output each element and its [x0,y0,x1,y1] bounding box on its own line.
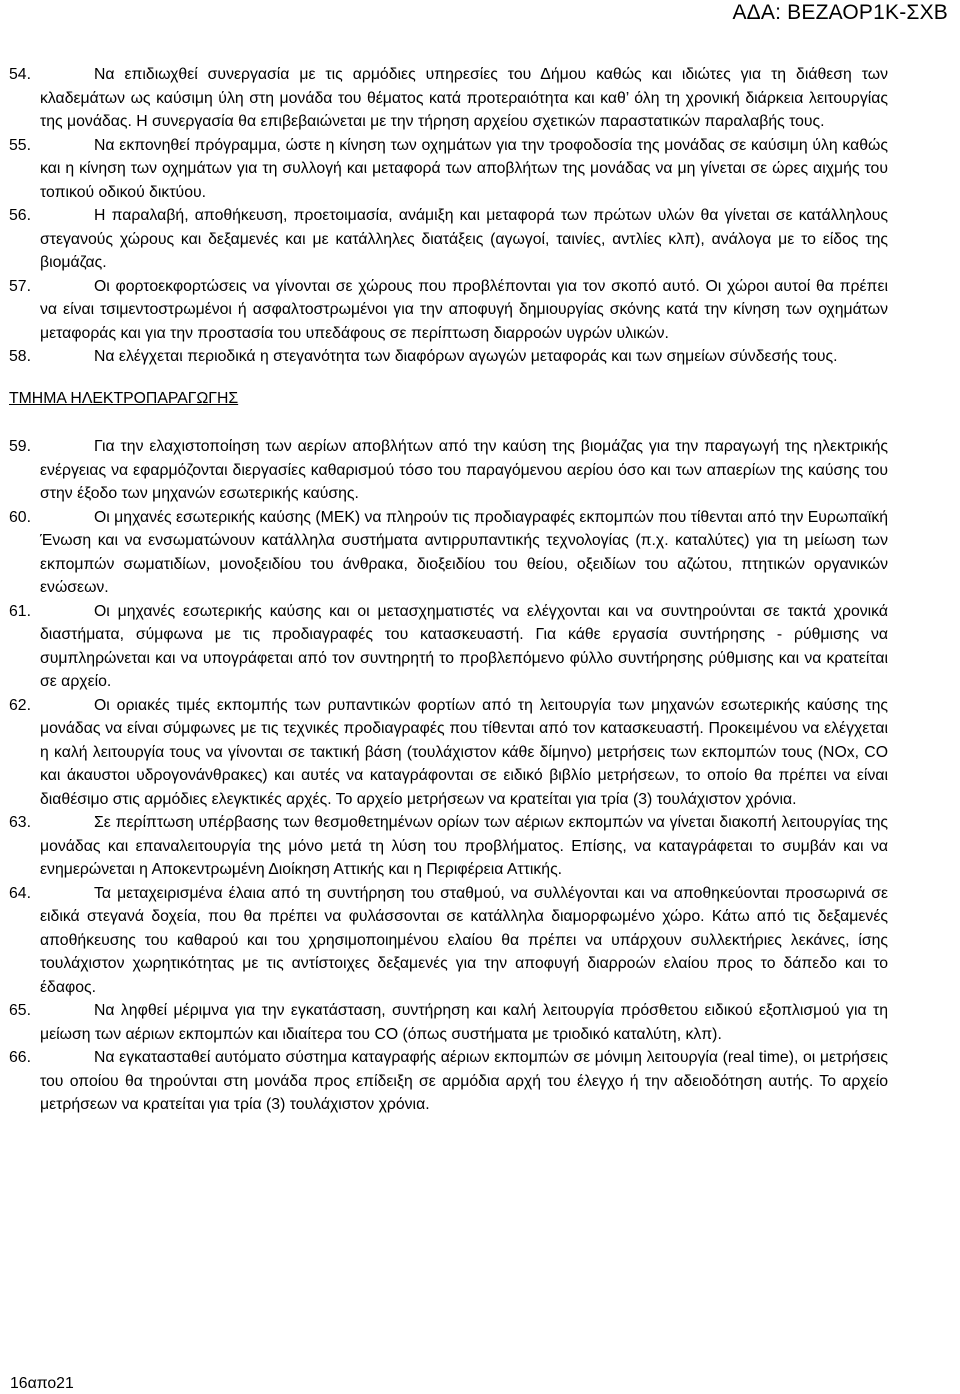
paragraph-number: 60. [9,508,31,526]
paragraph-text: Να επιδιωχθεί συνεργασία με τις αρμόδιες υπηρεσίες του Δήμου καθώς και ιδιώτες για τη διάθεση των κλαδεμάτων ως καύσιμη ύλη στη μονάδα του θέματος κατά προτεραιότητα και καθ’ όλη τη χρονική διάρκεια λειτουργίας της μονάδας. Η συνεργασία θα επιβεβαιώνεται με την τήρηση αρχείου σχετικών παραστατικών παραλαβής τους. [40,66,888,130]
numbered-paragraph [9,999,888,1046]
section-title: ΤΜΗΜΑ ΗΛΕΚΤΡΟΠΑΡΑΓΩΓΗΣ [9,389,239,407]
paragraph-text: Να ελέγχεται περιοδικά η στεγανότητα των διαφόρων αγωγών μεταφοράς και των σημείων σύνδεσής τους. [94,348,838,365]
paragraph-number: 61. [9,602,31,620]
paragraph-number: 63. [9,814,31,831]
paragraph-text: Οι οριακές τιμές εκπομπής των ρυπαντικών φορτίων από τη λειτουργία των μηχανών εσωτερικής καύσης της μονάδας να είναι σύμφωνες με τις τεχνικές προδιαγραφές που τίθενται από τον κατασκευαστή. Προκειμένου να ελέγχεται η καλή λειτουργία τους να γίνονται σε τακτική βάση (τουλάχιστον κάθε δίμηνο) μετρήσεις των εκπομπών τους (NOx, CO και άκαυστοι υδρογονάνθρακες) και αυτές να καταγράφονται σε ειδικό βιβλίο μετρήσεων, το οποίο θα πρέπει να είναι διαθέσιμο στις αρμόδιες ελεγκτικές αρχές. Το αρχείο μετρήσεων να κρατείται για τρία (3) τουλάχιστον χρόνια. [40,696,888,808]
paragraph-number: 58. [9,348,31,365]
section-spacer [40,410,888,435]
paragraph-text: Να εκπονηθεί πρόγραμμα, ώστε η κίνηση των οχημάτων για την τροφοδοσία της μονάδας σε καύσιμη ύλη καθώς και η κίνηση των οχημάτων για τη συλλογή και μεταφορά των αποβλήτων της μονάδας να μη γίνεται σε ώρες αιχμής του τοπικού οδικού δικτύου. [40,136,888,201]
numbered-paragraph [9,204,888,275]
paragraph-text: Σε περίπτωση υπέρβασης των θεσμοθετημένων ορίων των αέριων εκπομπών να γίνεται διακοπή λειτουργίας της μονάδας και επαναλειτουργία της μόνο μετά τη λύση του προβλήματος. Επίσης, να καταγράφεται το συμβάν και να ενημερώνεται η Αποκεντρωμένη Διοίκηση Αττικής και η Περιφέρεια Αττικής. [40,814,888,878]
numbered-paragraph [9,506,889,600]
paragraph-text: Για την ελαχιστοποίηση των αερίων αποβλήτων από την καύση της βιομάζας για την παραγωγή της ηλεκτρικής ενέργειας να εφαρμόζονται διεργασίες καθαρισμού τόσο του παραγόμενου αερίου όσο και των απαερίων της καύσης του στην έξοδο των μηχανών εσωτερικής καύσης. [40,438,888,502]
paragraph-number: 57. [9,277,31,295]
numbered-paragraph [9,435,888,506]
paragraph-text: Οι μηχανές εσωτερικής καύσης και οι μετασχηματιστές να ελέγχονται και να συντηρούνται σε τακτά χρονικά διαστήματα, σύμφωνα με τις προδιαγραφές του κατασκευαστή. Για κάθε εργασία συντήρησης - ρύθμισης να συμπληρώνεται και να υπογράφεται από τον συντηρητή το προβλεπόμενο φύλλο συντήρησης ρύθμισης και να κρατείται σε αρχείο. [40,602,888,690]
numbered-paragraph [9,134,888,205]
paragraph-number: 54. [9,66,31,83]
paragraph-number: 64. [9,884,31,902]
numbered-paragraph [9,275,888,346]
paragraph-text: Τα μεταχειρισμένα έλαια από τη συντήρηση του σταθμού, να συλλέγονται και να αποθηκεύονται προσωρινά σε ειδικά στεγανά δοχεία, που θα πρέπει να φυλάσσονται σε κατάλληλα διαμορφωμένο χώρο. Κάτω από τις δεξαμενές αποθήκευσης του καθαρού και του χρησιμοποιημένου ελαίου θα πρέπει να υπάρχουν συλλεκτήριες λεκάνες, ίσης τουλάχιστον χωρητικότητας με τις αντίστοιχες δεξαμενές για την αποφυγή διαρροών ελαίου προς το δάπεδο και το έδαφος. [40,884,888,996]
paragraph-number: 55. [9,136,31,154]
numbered-paragraph [9,694,888,812]
paragraph-text: Η παραλαβή, αποθήκευση, προετοιμασία, ανάμιξη και μεταφορά των πρώτων υλών θα γίνεται σε κατάλληλους στεγανούς χώρους και δεξαμενές και με κατάλληλες διατάξεις (αγωγοί, ταινίες, αντλίες κλπ), ανάλογα με το είδος της βιομάζας. [40,207,888,271]
document-body [9,63,889,1117]
items-part1 [9,63,888,369]
paragraph-text: Οι μηχανές εσωτερικής καύσης (ΜΕΚ) να πληρούν τις προδιαγραφές εκπομπών που τίθενται από την Ευρωπαϊκή Ένωση και να ενσωματώνουν κατάλληλα συστήματα αντιρρυπαντικής τεχνολογίας (π.χ. καταλύτες) για τη μείωση των εκπομπών σωματιδίων, μονοξειδίου του άνθρακα, διοξειδίου του θείου, οξειδίων του αζώτου, πτητικών οργανικών ενώσεων. [40,508,889,596]
paragraph-number: 66. [9,1049,31,1066]
numbered-paragraph [9,1046,888,1117]
items-part2 [9,435,889,1117]
numbered-paragraph [9,63,888,134]
ada-code: ΑΔΑ: ΒΕΖΑΟΡ1Κ-ΣΧΒ [732,1,948,24]
numbered-paragraph [9,882,888,1000]
paragraph-number: 56. [9,207,31,224]
paragraph-number: 65. [9,1002,31,1019]
paragraph-text: Οι φορτοεκφορτώσεις να γίνονται σε χώρους που προβλέπονται για τον σκοπό αυτό. Οι χώροι αυτοί θα πρέπει να είναι τσιμεντοστρωμένοι ή ασφαλτοστρωμένοι για την αποφυγή δημιουργίας σκόνης κατά την κίνηση των οχημάτων μεταφοράς και για την προστασία του υπεδάφους σε περίπτωση διαρροών υγρών υλικών. [40,277,888,342]
paragraph-number: 62. [9,696,31,714]
page-number: 16απο21 [10,1375,74,1392]
numbered-paragraph [9,811,888,882]
numbered-paragraph [9,600,888,694]
paragraph-number: 59. [9,438,31,455]
numbered-paragraph [9,345,888,369]
paragraph-text: Να εγκατασταθεί αυτόματο σύστημα καταγραφής αέριων εκπομπών σε μόνιμη λειτουργία (real time), οι μετρήσεις του οποίου θα τηρούνται στη μονάδα προς επίδειξη σε αρμόδια αρχή του έλεγχο ή την αδειοδότηση αυτής. Το αρχείο μετρήσεων να κρατείται για τρία (3) τουλάχιστον χρόνια. [40,1049,888,1113]
paragraph-text: Να ληφθεί μέριμνα για την εγκατάσταση, συντήρηση και καλή λειτουργία πρόσθετου ειδικού εξοπλισμού για τη μείωση των αέριων εκπομπών και ιδιαίτερα του CO (όπως συστήματα με τριοδικό καταλύτη, κλπ). [40,1002,888,1043]
